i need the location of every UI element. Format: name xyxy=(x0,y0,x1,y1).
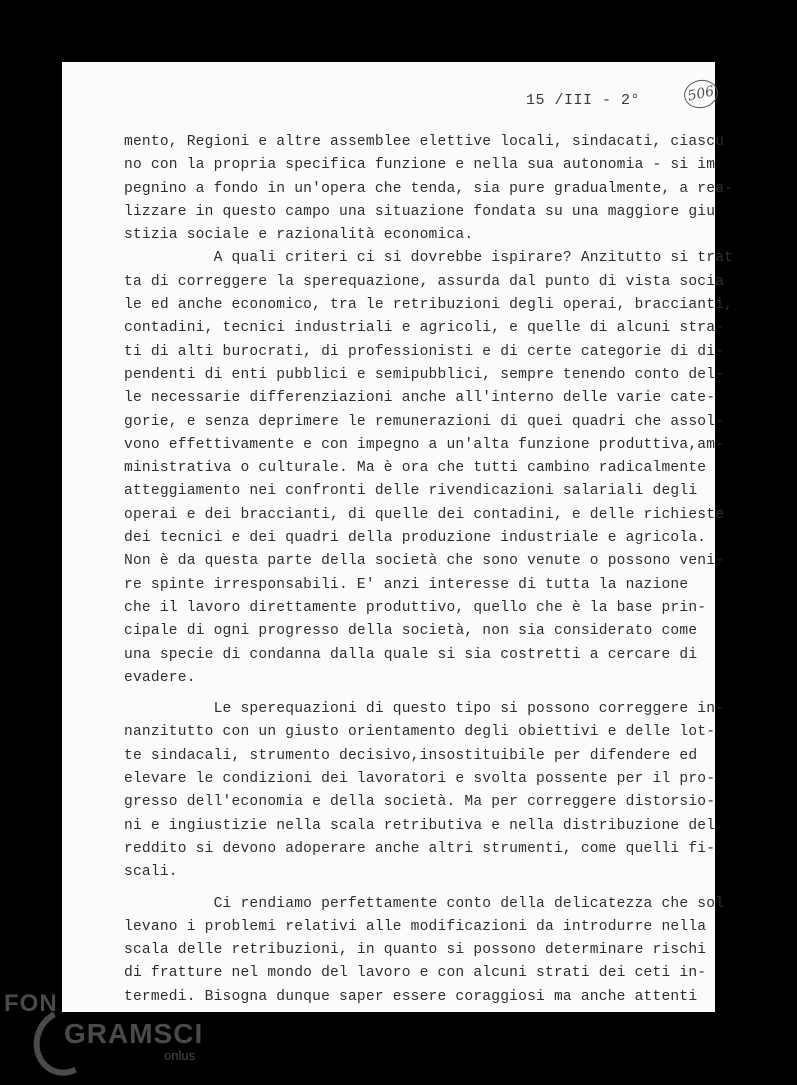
typewritten-text xyxy=(124,131,734,1009)
text-line: mento, Regioni e altre assemblee elettive locali, sindacati, ciascu xyxy=(124,134,725,150)
watermark-onlus: onlus xyxy=(164,1048,196,1063)
text-line: ti di alti burocrati, di professionisti e di certe categorie di di- xyxy=(124,343,725,360)
text-line: di fratture nel mondo del lavoro e con alcuni strati dei ceti in- xyxy=(124,965,707,982)
text-line: scala delle retribuzioni, in quanto si possono determinare rischi xyxy=(124,942,707,959)
text-line: ta di correggere la sperequazione, assurda dal punto di vista socia xyxy=(124,273,725,290)
text-line: stizia sociale e razionalità economica. xyxy=(124,227,474,244)
document-page xyxy=(62,62,734,1012)
text-line: scali. xyxy=(124,864,178,881)
text-line: cipale di ogni progresso della società, non sia considerato come xyxy=(124,623,698,640)
text-line: pendenti di enti pubblici e semipubblici, sempre tenendo conto del- xyxy=(124,366,725,383)
text-line: gresso dell'economia e della società. Ma per correggere distorsio- xyxy=(124,794,716,811)
text-line: nanzitutto con un giusto orientamento degli obiettivi e delle lot- xyxy=(124,724,716,741)
text-line: elevare le condizioni dei lavoratori e svolta possente per il pro- xyxy=(124,771,716,788)
text-line: Le sperequazioni di questo tipo si possono correggere in- xyxy=(124,701,725,718)
text-line: operai e dei braccianti, di quelle dei contadini, e delle richieste xyxy=(124,506,725,523)
text-line: re spinte irresponsabili. E' anzi interesse di tutta la nazione xyxy=(124,576,689,593)
text-line: ministrativa o culturale. Ma è ora che tutti cambino radicalmente xyxy=(124,460,707,477)
watermark-gramsci: GRAMSCI xyxy=(64,1018,204,1049)
text-line: A quali criteri ci si dovrebbe ispirare? Anzitutto si trat xyxy=(124,250,734,267)
watermark-fon: FON xyxy=(4,990,58,1017)
text-line: termedi. Bisogna dunque saper essere coraggiosi ma anche attenti xyxy=(124,988,698,1005)
text-line: levano i problemi relativi alle modificazioni da introdurre nella xyxy=(124,918,707,935)
text-line: contadini, tecnici industriali e agricoli, e quelle di alcuni stra- xyxy=(124,320,725,337)
text-line: no con la propria specifica funzione e nella sua autonomia - si im xyxy=(124,157,716,174)
text-line: te sindacali, strumento decisivo,insostituibile per difendere ed xyxy=(124,747,698,764)
archive-stamp: 506 xyxy=(681,77,720,111)
text-line: dei tecnici e dei quadri della produzione industriale e agricola. xyxy=(124,530,707,547)
page-reference: 15 /III - 2° xyxy=(526,92,641,109)
text-line: reddito si devono adoperare anche altri strumenti, come quelli fi- xyxy=(124,840,716,857)
text-line: le ed anche economico, tra le retribuzioni degli operai, braccianti, xyxy=(124,297,734,314)
text-line: che il lavoro direttamente produttivo, quello che è la base prin- xyxy=(124,599,707,616)
text-line: gorie, e senza deprimere le remunerazioni di quei quadri che assol- xyxy=(124,413,725,430)
text-line: atteggiamento nei confronti delle rivendicazioni salariali degli xyxy=(124,483,698,500)
text-line: vono effettivamente e con impegno a un'alta funzione produttiva,am- xyxy=(124,436,725,453)
text-line: pegnino a fondo in un'opera che tenda, sia pure gradualmente, a rea- xyxy=(124,180,734,197)
text-line: le necessarie differenziazioni anche all'interno delle varie cate- xyxy=(124,390,716,407)
text-line: una specie di condanna dalla quale si sia costretti a cercare di xyxy=(124,646,698,663)
text-line: Non è da questa parte della società che sono venute o possono veni- xyxy=(124,553,725,570)
text-line: ni e ingiustizie nella scala retributiva e nella distribuzione del xyxy=(124,817,716,834)
text-line: evadere. xyxy=(124,669,196,686)
text-line: Ci rendiamo perfettamente conto della delicatezza che sol xyxy=(124,895,725,912)
text-line: lizzare in questo campo una situazione fondata su una maggiore giu xyxy=(124,203,716,220)
